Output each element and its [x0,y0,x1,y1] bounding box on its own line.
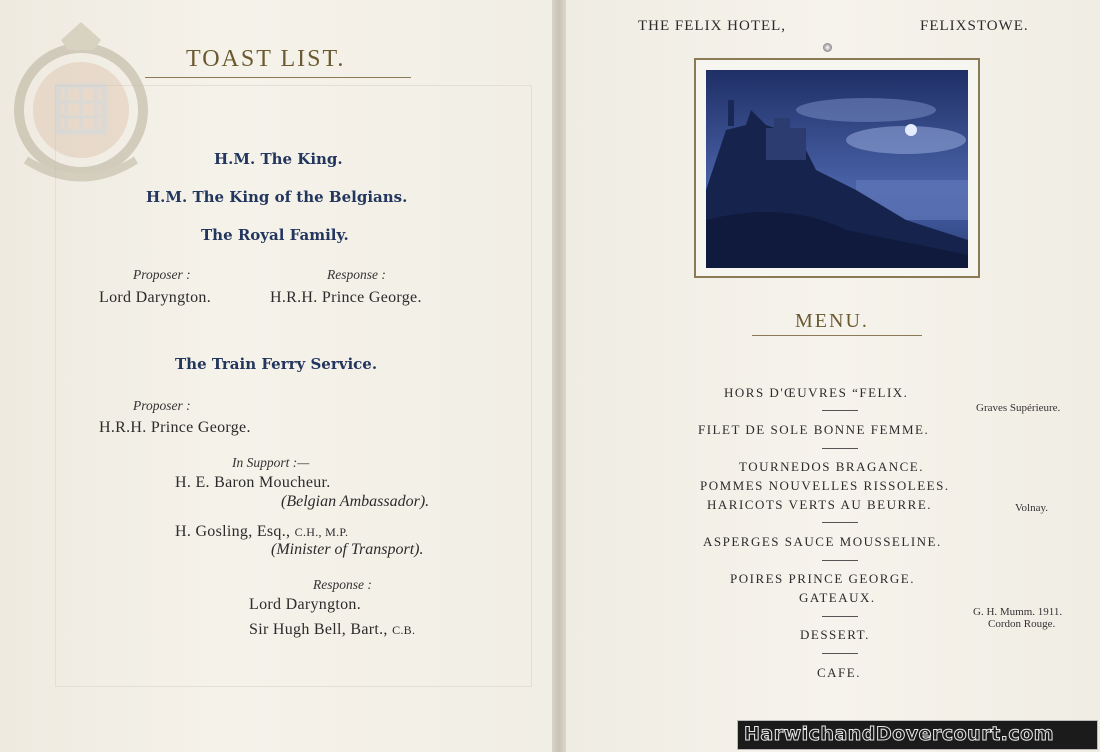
toast-list-title: TOAST LIST. [186,46,346,72]
toast-line: H.M. The King. [214,150,343,168]
menu-course: POMMES NOUVELLES RISSOLEES. [700,478,950,493]
hotel-night-photo [706,70,968,268]
response-name: H.R.H. Prince George. [270,289,422,306]
course-divider [822,448,858,449]
proposer-name: Lord Daryngton. [99,289,212,306]
wine-pairing: Graves Supérieure. [976,402,1061,414]
wine-pairing: Volnay. [1015,502,1048,514]
response-name [249,621,415,639]
proposer-label: Proposer : [133,398,191,413]
hotel-photo-frame [694,58,980,278]
response-honours: C.B. [392,623,416,637]
menu-title: MENU. [795,310,869,332]
wine-pairing: Cordon Rouge. [988,618,1056,630]
support-honours: C.H., M.P. [294,525,349,539]
course-divider [822,653,858,654]
support-name: H. E. Baron Moucheur. [175,474,331,491]
support-role: (Belgian Ambassador). [281,493,430,510]
menu-course: GATEAUX. [799,590,876,605]
proposer-name: H.R.H. Prince George. [99,419,251,436]
menu-course: ASPERGES SAUCE MOUSSELINE. [703,534,942,549]
menu-course: FILET DE SOLE BONNE FEMME. [698,422,930,437]
support-name-text: H. Gosling, Esq., [175,523,291,540]
support-name [175,523,348,541]
menu-course: DESSERT. [800,627,870,642]
watermark-text: HarwichandDovercourt.com [744,723,1054,745]
crest-emblem-icon [6,10,156,190]
support-role: (Minister of Transport). [271,541,424,558]
menu-course: TOURNEDOS BRAGANCE. [739,459,924,474]
menu-course: HARICOTS VERTS AU BEURRE. [707,497,933,512]
response-name: Lord Daryngton. [249,596,362,613]
course-divider [822,522,858,523]
course-divider [822,410,858,411]
toast-line: The Royal Family. [201,226,349,244]
proposer-label: Proposer : [133,267,191,282]
menu-course: HORS D'ŒUVRES “FELIX. [724,385,909,400]
toast-title-train-ferry: The Train Ferry Service. [175,355,378,373]
course-divider [822,560,858,561]
hotel-name: THE FELIX HOTEL, [638,18,787,34]
site-watermark [737,720,1098,750]
menu-rule [752,335,922,336]
toast-line: H.M. The King of the Belgians. [146,188,408,206]
hotel-town: FELIXSTOWE. [920,18,1029,34]
menu-course: CAFE. [817,665,861,680]
response-label: Response : [327,267,386,282]
title-rule [145,77,411,78]
response-name-text: Sir Hugh Bell, Bart., [249,621,388,638]
pin-icon [823,43,832,52]
page-spine [552,0,566,752]
response-label: Response : [313,577,372,592]
course-divider [822,616,858,617]
menu-course: POIRES PRINCE GEORGE. [730,571,915,586]
support-label: In Support :— [232,455,310,470]
wine-pairing: G. H. Mumm. 1911. [973,606,1063,618]
